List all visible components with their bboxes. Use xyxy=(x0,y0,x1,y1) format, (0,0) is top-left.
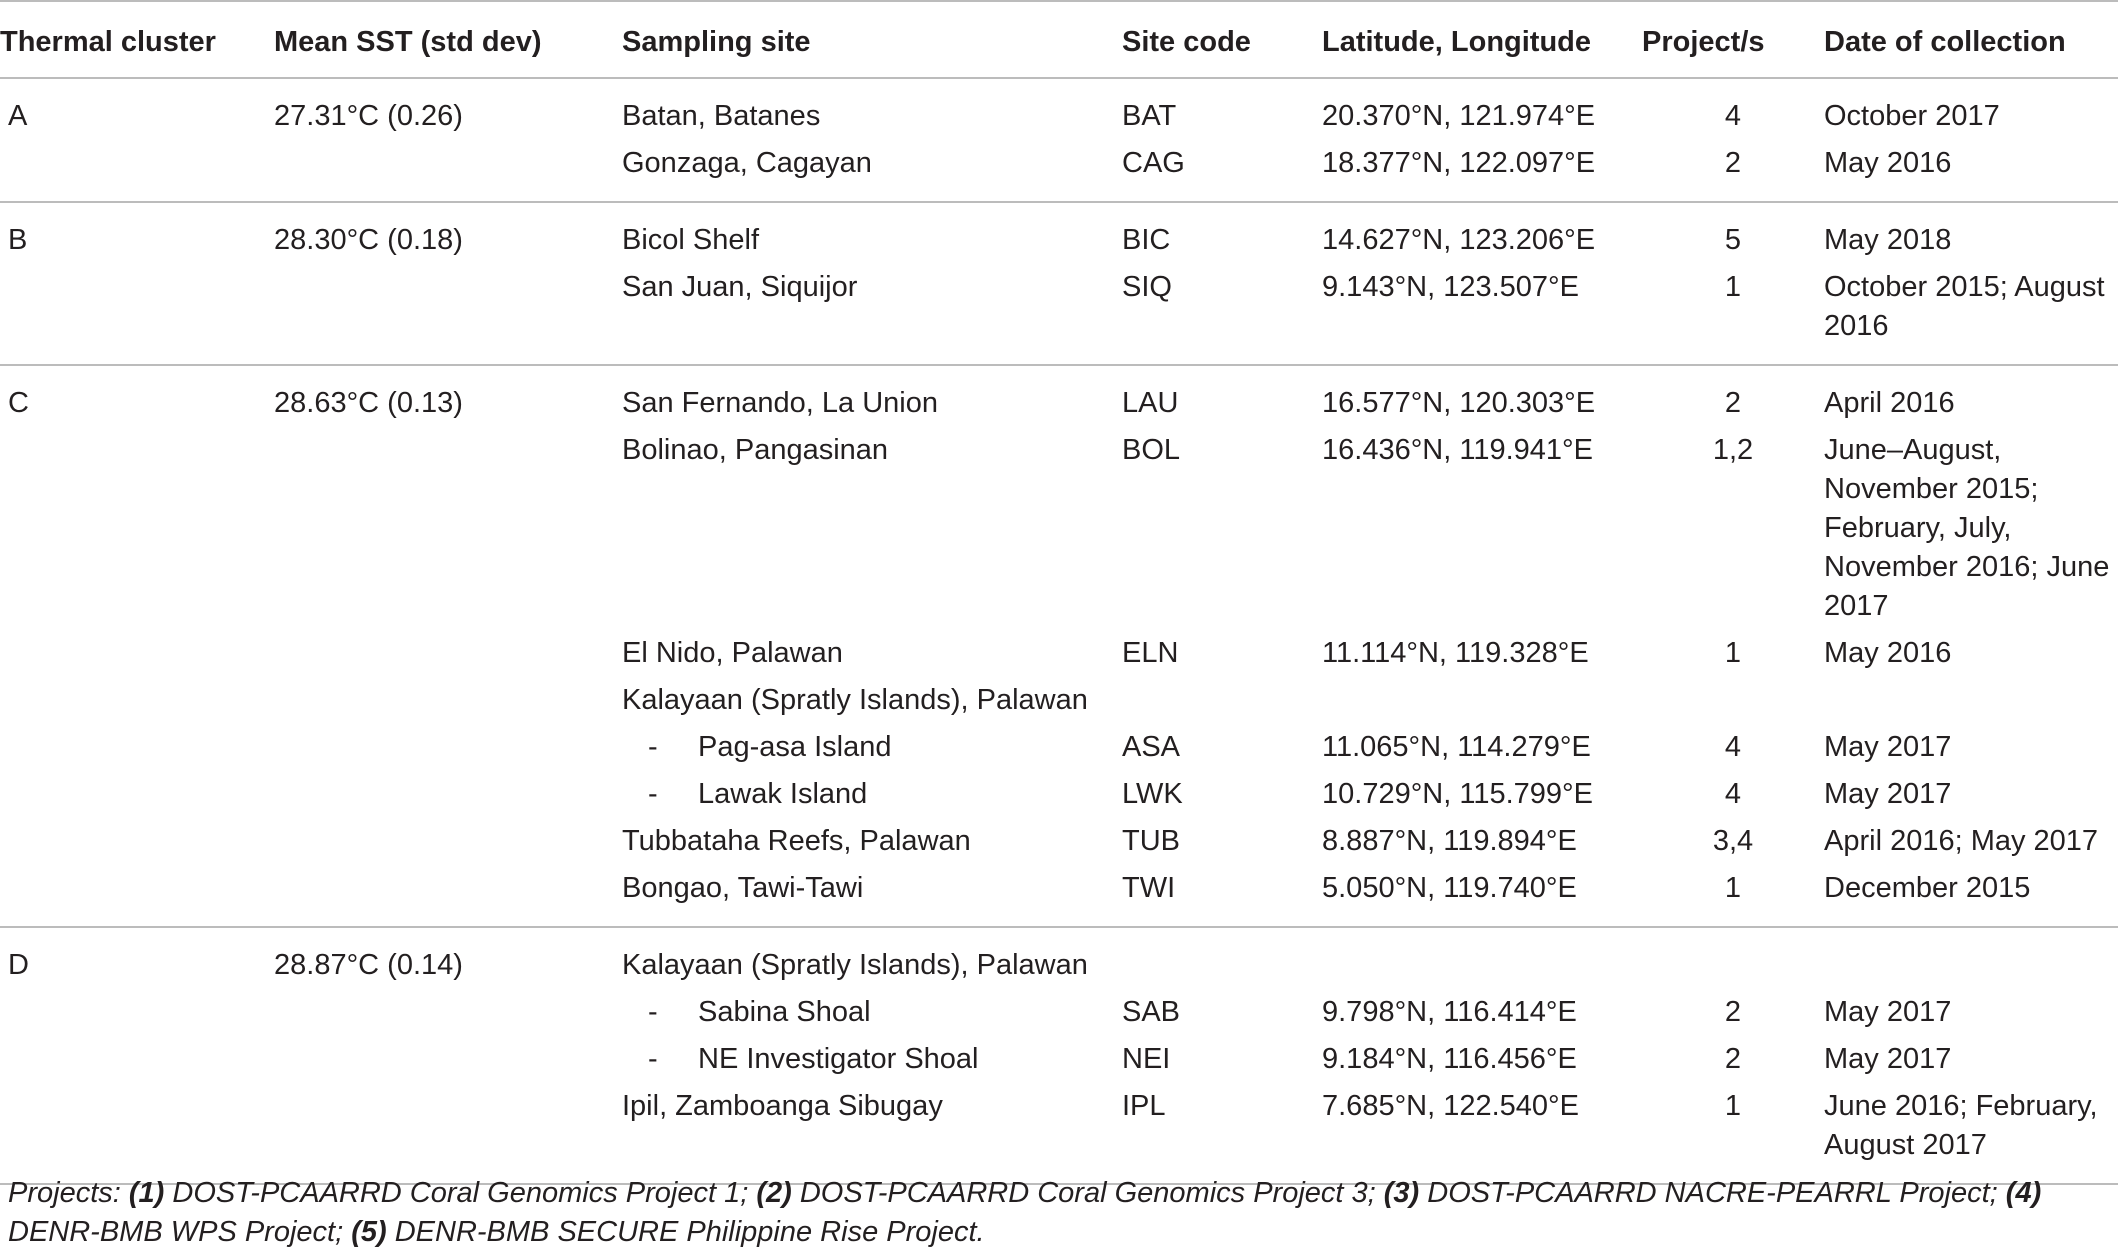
cell-thermal-cluster: B xyxy=(8,224,28,256)
sampling-site-name: Pag-asa Island xyxy=(698,731,892,763)
sampling-site-name: Batan, Batanes xyxy=(622,100,821,132)
cell-thermal-cluster-empty xyxy=(0,865,274,927)
sampling-site-name: San Fernando, La Union xyxy=(622,387,938,419)
sampling-site-name: Tubbataha Reefs, Palawan xyxy=(622,825,971,857)
cell-site-code: BAT xyxy=(1122,100,1177,132)
cell-date: May 2017 xyxy=(1824,1043,1952,1075)
cell-date: June 2016; February, August 2017 xyxy=(1824,1090,2098,1161)
cell-mean-sst-empty xyxy=(274,677,622,724)
table-footnote xyxy=(8,1174,2108,1252)
cell-lat-lon xyxy=(1322,677,1642,724)
cell-projects: 2 xyxy=(1724,996,1742,1028)
footnote-project-name: DOST-PCAARRD NACRE-PEARRL Project; xyxy=(1419,1177,2006,1209)
header-lat-lon: Latitude, Longitude xyxy=(1322,26,1592,58)
table-row xyxy=(0,365,2118,427)
sampling-site-name: Bongao, Tawi-Tawi xyxy=(622,872,864,904)
sampling-site-name: San Juan, Siquijor xyxy=(622,271,858,303)
sampling-site-name: NE Investigator Shoal xyxy=(698,1043,979,1075)
cell-lat-lon: 9.184°N, 116.456°E xyxy=(1322,1043,1577,1075)
table-row xyxy=(0,202,2118,264)
cell-date: May 2016 xyxy=(1824,637,1952,669)
cell-date: May 2016 xyxy=(1824,147,1952,179)
table-row xyxy=(0,140,2118,202)
cell-projects: 2 xyxy=(1724,147,1742,179)
cell-lat-lon: 11.114°N, 119.328°E xyxy=(1322,637,1589,669)
cell-thermal-cluster-empty xyxy=(0,771,274,818)
cell-thermal-cluster-empty xyxy=(0,818,274,865)
table-row xyxy=(0,264,2118,365)
table-header xyxy=(0,1,2118,78)
table-row xyxy=(0,927,2118,989)
cell-site-code: NEI xyxy=(1122,1043,1171,1075)
cell-sampling-site xyxy=(622,427,1122,630)
cell-projects: 5 xyxy=(1724,224,1742,256)
footnote-project-number: (1) xyxy=(128,1177,165,1209)
cell-site-code: SIQ xyxy=(1122,271,1172,303)
cell-mean-sst: 28.87°C (0.14) xyxy=(274,949,463,981)
header-thermal-cluster: Thermal cluster xyxy=(0,26,216,58)
table-row xyxy=(0,677,2118,724)
cell-sampling-site xyxy=(622,140,1122,202)
cell-sampling-site xyxy=(622,264,1122,365)
cell-thermal-cluster-empty xyxy=(0,677,274,724)
cell-sampling-site xyxy=(622,630,1122,677)
cell-mean-sst-empty xyxy=(274,771,622,818)
cell-site-code: ELN xyxy=(1122,637,1179,669)
cell-lat-lon: 20.370°N, 121.974°E xyxy=(1322,100,1596,132)
cell-site-code: BOL xyxy=(1122,434,1181,466)
cell-projects xyxy=(1642,677,1824,724)
cell-date: April 2016 xyxy=(1824,387,1955,419)
header-mean-sst: Mean SST (std dev) xyxy=(274,26,542,58)
sub-site-dash: - xyxy=(648,996,658,1028)
cell-site-code: BIC xyxy=(1122,224,1171,256)
cell-projects: 2 xyxy=(1724,387,1742,419)
cell-sampling-site xyxy=(622,818,1122,865)
cell-thermal-cluster-empty xyxy=(0,1083,274,1184)
cell-projects: 1 xyxy=(1724,1090,1742,1122)
cell-date xyxy=(1824,677,2118,724)
cell-site-code: ASA xyxy=(1122,731,1181,763)
footnote-project-name: DENR-BMB SECURE Philippine Rise Project. xyxy=(386,1216,985,1248)
cell-mean-sst-empty xyxy=(274,1036,622,1083)
cell-site-code: TUB xyxy=(1122,825,1180,857)
cell-sampling-site xyxy=(622,78,1122,140)
cell-lat-lon: 14.627°N, 123.206°E xyxy=(1322,224,1596,256)
cell-projects: 1,2 xyxy=(1712,434,1754,466)
cell-projects: 4 xyxy=(1724,778,1742,810)
footnote-project-number: (5) xyxy=(351,1216,387,1248)
cell-lat-lon: 16.577°N, 120.303°E xyxy=(1322,387,1596,419)
cell-mean-sst: 27.31°C (0.26) xyxy=(274,100,463,132)
sampling-site-name: Lawak Island xyxy=(698,778,868,810)
header-projects: Project/s xyxy=(1642,26,1765,58)
cell-lat-lon: 5.050°N, 119.740°E xyxy=(1322,872,1577,904)
cell-site-code: LAU xyxy=(1122,387,1179,419)
cell-projects: 4 xyxy=(1724,100,1742,132)
footnote-lead: Projects: xyxy=(8,1177,129,1209)
table-row xyxy=(0,865,2118,927)
cell-thermal-cluster-empty xyxy=(0,724,274,771)
cell-mean-sst: 28.30°C (0.18) xyxy=(274,224,463,256)
cell-site-code xyxy=(1122,927,1322,989)
cell-mean-sst-empty xyxy=(274,1083,622,1184)
sub-site-dash: - xyxy=(648,1043,658,1075)
cell-mean-sst-empty xyxy=(274,865,622,927)
table-row xyxy=(0,1083,2118,1184)
sub-site-dash: - xyxy=(648,731,658,763)
cell-date: October 2015; August 2016 xyxy=(1824,271,2105,342)
cell-mean-sst-empty xyxy=(274,724,622,771)
table-row xyxy=(0,724,2118,771)
cell-projects: 1 xyxy=(1724,271,1742,303)
cell-sampling-site xyxy=(622,865,1122,927)
cell-site-code: IPL xyxy=(1122,1090,1166,1122)
cell-thermal-cluster-empty xyxy=(0,1036,274,1083)
cell-date: May 2017 xyxy=(1824,778,1952,810)
cell-projects: 3,4 xyxy=(1712,825,1754,857)
cell-projects: 1 xyxy=(1724,637,1742,669)
sampling-site-name: Sabina Shoal xyxy=(698,996,871,1028)
cell-sampling-site xyxy=(622,677,1122,724)
cluster-group xyxy=(0,365,2118,927)
sampling-site-name: Gonzaga, Cagayan xyxy=(622,147,872,179)
table-row xyxy=(0,1036,2118,1083)
cell-thermal-cluster: D xyxy=(8,949,29,981)
cell-projects: 4 xyxy=(1724,731,1742,763)
cell-date: June–August, November 2015; February, July, November 2016; June 2017 xyxy=(1824,434,2110,622)
cell-lat-lon: 16.436°N, 119.941°E xyxy=(1322,434,1593,466)
cell-lat-lon: 18.377°N, 122.097°E xyxy=(1322,147,1596,179)
cell-projects: 2 xyxy=(1724,1043,1742,1075)
sampling-site-name: Bicol Shelf xyxy=(622,224,760,256)
cell-mean-sst-empty xyxy=(274,818,622,865)
cell-thermal-cluster-empty xyxy=(0,427,274,630)
table-row xyxy=(0,771,2118,818)
sub-site-dash: - xyxy=(648,778,658,810)
table-row xyxy=(0,78,2118,140)
sampling-site-name: Kalayaan (Spratly Islands), Palawan xyxy=(622,684,1088,716)
cell-site-code: CAG xyxy=(1122,147,1185,179)
cell-sampling-site xyxy=(622,1083,1122,1184)
cell-date: May 2017 xyxy=(1824,996,1952,1028)
footnote-project-number: (3) xyxy=(1383,1177,1420,1209)
footnote-project-name: DENR-BMB WPS Project; xyxy=(8,1216,352,1248)
cell-projects xyxy=(1642,927,1824,989)
cell-thermal-cluster-empty xyxy=(0,989,274,1036)
cell-sampling-site xyxy=(622,927,1122,989)
cell-sampling-site xyxy=(622,989,1122,1036)
cell-lat-lon: 10.729°N, 115.799°E xyxy=(1322,778,1593,810)
cell-mean-sst: 28.63°C (0.13) xyxy=(274,387,463,419)
cell-lat-lon: 9.143°N, 123.507°E xyxy=(1322,271,1579,303)
cell-site-code: SAB xyxy=(1122,996,1181,1028)
header-site-code: Site code xyxy=(1122,26,1251,58)
table-row xyxy=(0,630,2118,677)
cell-sampling-site xyxy=(622,1036,1122,1083)
cell-mean-sst-empty xyxy=(274,264,622,365)
footnote-project-name: DOST-PCAARRD Coral Genomics Project 3; xyxy=(791,1177,1384,1209)
cell-mean-sst-empty xyxy=(274,989,622,1036)
cell-thermal-cluster-empty xyxy=(0,630,274,677)
cell-lat-lon: 8.887°N, 119.894°E xyxy=(1322,825,1577,857)
sampling-site-name: Ipil, Zamboanga Sibugay xyxy=(622,1090,943,1122)
cell-site-code: TWI xyxy=(1122,872,1176,904)
cell-thermal-cluster-empty xyxy=(0,140,274,202)
cell-thermal-cluster-empty xyxy=(0,264,274,365)
cell-lat-lon: 9.798°N, 116.414°E xyxy=(1322,996,1577,1028)
cell-date: May 2017 xyxy=(1824,731,1952,763)
cell-date: December 2015 xyxy=(1824,872,2031,904)
sampling-site-name: Kalayaan (Spratly Islands), Palawan xyxy=(622,949,1088,981)
cell-sampling-site xyxy=(622,365,1122,427)
footnote-project-name: DOST-PCAARRD Coral Genomics Project 1; xyxy=(164,1177,757,1209)
cell-projects: 1 xyxy=(1724,872,1742,904)
header-date: Date of collection xyxy=(1824,26,2066,58)
cell-date: May 2018 xyxy=(1824,224,1952,256)
cell-lat-lon: 11.065°N, 114.279°E xyxy=(1322,731,1591,763)
cell-mean-sst-empty xyxy=(274,427,622,630)
header-sampling-site: Sampling site xyxy=(622,26,811,58)
table-row xyxy=(0,427,2118,630)
cell-mean-sst-empty xyxy=(274,140,622,202)
table-row xyxy=(0,989,2118,1036)
cell-site-code xyxy=(1122,677,1322,724)
cell-thermal-cluster: A xyxy=(8,100,28,132)
table-row xyxy=(0,818,2118,865)
cluster-group xyxy=(0,78,2118,202)
cell-mean-sst-empty xyxy=(274,630,622,677)
cell-date: October 2017 xyxy=(1824,100,2000,132)
cell-site-code: LWK xyxy=(1122,778,1183,810)
footnote-project-number: (4) xyxy=(2005,1177,2042,1209)
cell-lat-lon: 7.685°N, 122.540°E xyxy=(1322,1090,1579,1122)
cluster-group xyxy=(0,202,2118,365)
cell-date xyxy=(1824,927,2118,989)
cell-sampling-site xyxy=(622,724,1122,771)
footnote-project-number: (2) xyxy=(756,1177,792,1209)
cell-sampling-site xyxy=(622,202,1122,264)
cell-sampling-site xyxy=(622,771,1122,818)
cell-date: April 2016; May 2017 xyxy=(1824,825,2099,857)
cell-lat-lon xyxy=(1322,927,1642,989)
cell-thermal-cluster: C xyxy=(8,387,29,419)
sampling-site-name: Bolinao, Pangasinan xyxy=(622,434,889,466)
cluster-group xyxy=(0,927,2118,1184)
sampling-site-name: El Nido, Palawan xyxy=(622,637,843,669)
